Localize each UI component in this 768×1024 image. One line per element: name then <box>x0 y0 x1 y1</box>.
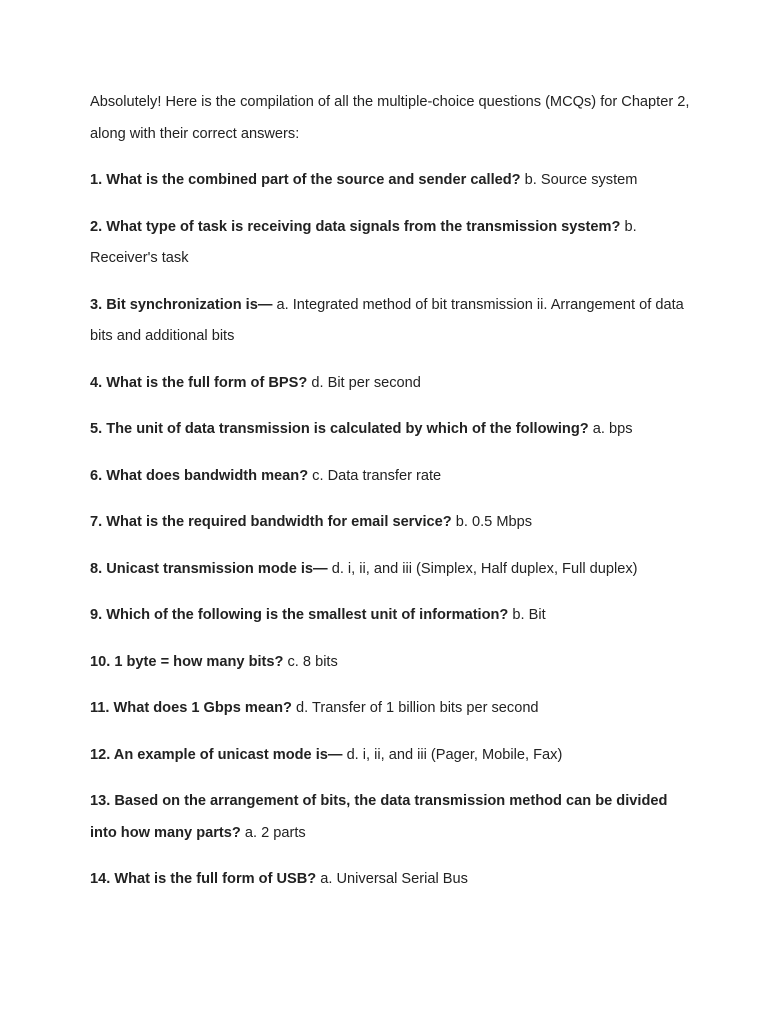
document-page <box>90 87 690 911</box>
question-text: 3. Bit synchronization is— <box>90 296 273 313</box>
question-text: 8. Unicast transmission mode is— <box>90 560 328 577</box>
question-text: 6. What does bandwidth mean? <box>90 467 309 484</box>
question-text: 13. Based on the arrangement of bits, the data transmission method can be divided into how many parts? <box>90 793 668 841</box>
qa-item <box>90 554 690 586</box>
answer-text: b. Receiver's task <box>90 218 637 266</box>
answer-text: a. 2 parts <box>244 824 306 841</box>
answer-text: c. 8 bits <box>287 653 338 670</box>
question-text: 7. What is the required bandwidth for email service? <box>90 514 452 530</box>
qa-item <box>90 165 690 197</box>
qa-item <box>90 461 690 493</box>
answer-text: a. Universal Serial Bus <box>320 871 468 887</box>
question-text: 12. An example of unicast mode is— <box>90 746 343 763</box>
question-text: 9. Which of the following is the smallest unit of information? <box>90 607 509 623</box>
answer-text: d. i, ii, and iii (Simplex, Half duplex, Full duplex) <box>331 560 638 577</box>
answer-text: d. Bit per second <box>311 374 421 391</box>
qa-item <box>90 414 690 446</box>
answer-text: d. Transfer of 1 billion bits per second <box>296 700 539 716</box>
qa-item <box>90 864 690 896</box>
intro-paragraph: Absolutely! Here is the compilation of all the multiple-choice questions (MCQs) for Chapter 2, along with their correct answers: <box>90 94 690 142</box>
qa-item <box>90 507 690 539</box>
question-text: 14. What is the full form of USB? <box>90 871 317 887</box>
question-text: 5. The unit of data transmission is calculated by which of the following? <box>90 421 589 437</box>
answer-text: b. 0.5 Mbps <box>455 514 533 530</box>
qa-item <box>90 740 690 772</box>
answer-text: c. Data transfer rate <box>312 467 442 484</box>
qa-item <box>90 600 690 632</box>
qa-item <box>90 368 690 400</box>
question-text: 4. What is the full form of BPS? <box>90 374 308 391</box>
answer-text: d. i, ii, and iii (Pager, Mobile, Fax) <box>346 746 563 763</box>
answer-text: b. Source system <box>524 172 638 188</box>
question-text: 11. What does 1 Gbps mean? <box>90 700 292 716</box>
question-text: 1. What is the combined part of the source and sender called? <box>90 172 521 188</box>
qa-item <box>90 786 690 849</box>
answer-text: a. Integrated method of bit transmission ii. Arrangement of data bits and additional bits <box>90 296 684 344</box>
qa-item <box>90 693 690 725</box>
qa-item <box>90 290 690 353</box>
answer-text: a. bps <box>592 421 633 437</box>
answer-text: b. Bit <box>512 607 546 623</box>
question-text: 2. What type of task is receiving data signals from the transmission system? <box>90 218 621 235</box>
question-text: 10. 1 byte = how many bits? <box>90 653 284 670</box>
qa-item <box>90 212 690 275</box>
qa-item <box>90 647 690 679</box>
